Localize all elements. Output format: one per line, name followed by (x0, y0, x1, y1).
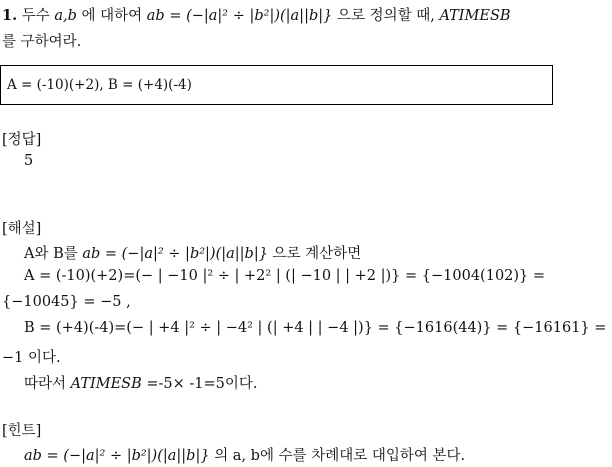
explanation-line-1 (24, 242, 361, 263)
answer-heading: [정답] (2, 132, 42, 148)
explanation-l6-pre: 따라서 (24, 376, 67, 392)
question-text-mid: 에 대하여 (81, 8, 143, 24)
explanation-heading: [해설] (2, 221, 42, 237)
question-formula: ab = (−|a|² ÷ |b²|)(|a||b|} (146, 8, 333, 24)
explanation-line-2: A = (-10)(+2)=(− | −10 |² ÷ | +2² | (| −10 | | +2 |)} = {−1004(102)} = (24, 268, 546, 284)
question-line-2: 를 구하여라. (2, 34, 82, 50)
explanation-line-3: {−10045} = −5 , (2, 294, 131, 310)
hint-text: 의 a, b에 수를 차례대로 대입하여 본다. (214, 448, 466, 464)
given-values: A = (-10)(+2), B = (+4)(-4) (7, 77, 192, 93)
question-text-post: 으로 정의할 때, (336, 8, 435, 24)
answer-value: 5 (24, 153, 34, 169)
question-line-1 (2, 4, 511, 25)
hint-heading: [힌트] (2, 423, 42, 439)
explanation-l1-post: 으로 계산하면 (272, 246, 362, 262)
explanation-line-5: −1 이다. (2, 350, 61, 366)
hint-line (24, 444, 465, 465)
question-number: 1. (2, 7, 18, 24)
explanation-l6-target: ATIMESB (70, 376, 142, 392)
explanation-line-6 (24, 372, 258, 393)
question-target: ATIMESB (439, 8, 511, 24)
question-text-pre: 두수 (21, 8, 50, 24)
question-vars: a,b (54, 8, 77, 24)
explanation-l6-post: =-5× -1=5이다. (146, 376, 258, 392)
explanation-l1-formula: ab = (−|a|² ÷ |b²|)(|a||b|} (82, 246, 268, 262)
given-box (0, 65, 553, 105)
hint-formula: ab = (−|a|² ÷ |b²|)(|a||b|} (24, 448, 210, 464)
explanation-l1-pre: A와 B를 (24, 246, 78, 262)
explanation-line-4: B = (+4)(-4)=(− | +4 |² ÷ | −4² | (| +4 | | −4 |)} = {−1616(44)} = {−16161} = (24, 320, 607, 336)
